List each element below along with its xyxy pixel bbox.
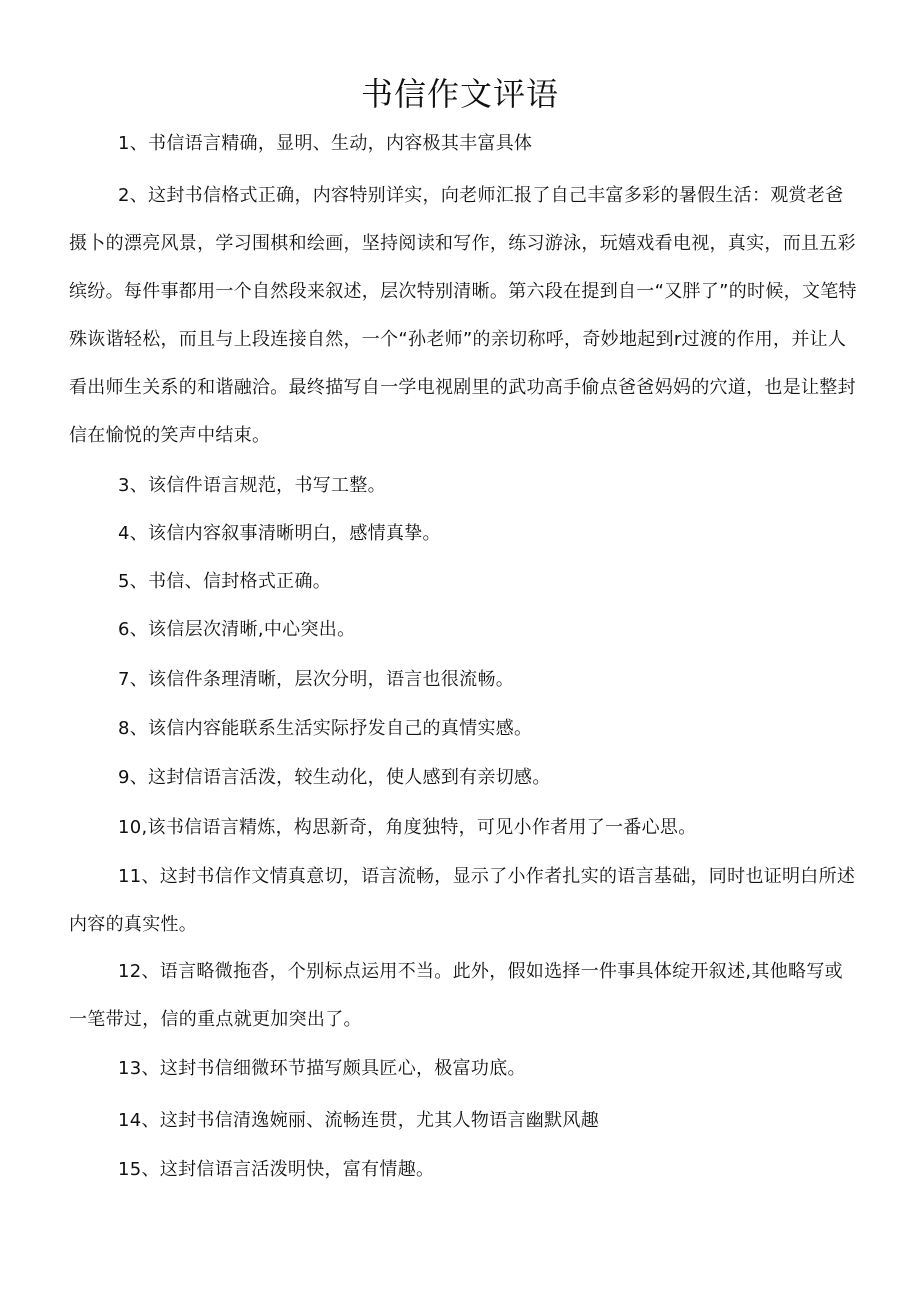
comment-paragraph-7: 7、该信件条理清晰，层次分明，语言也很流畅。 [118,669,515,690]
comment-paragraph-6: 6、该信层次清晰,中心突出。 [118,619,356,640]
comment-paragraph-8: 8、该信内容能联系生活实际抒发自己的真情实感。 [118,718,533,739]
page-title: 书信作文评语 [360,75,559,113]
comment-paragraph-14: 14、这封书信清逸婉丽、流畅连贯，尤其人物语言幽默风趣 [118,1110,600,1131]
comment-paragraph-1: 1、书信语言精确，显明、生动，内容极其丰富具体 [118,133,533,154]
comment-paragraph-4: 4、该信内容叙事清晰明白，感情真挚。 [118,523,441,544]
comment-paragraph-3: 3、该信件语言规范，书写工整。 [118,475,386,496]
comment-paragraph-9: 9、这封信语言活泼，较生动化，使人感到有亲切感。 [118,767,551,788]
comment-paragraph-12: 12、语言略微拖沓，个别标点运用不当。此外，假如选择一件事具体绽开叙述,其他略写或一笔带过，信的重点就更加突出了。 [69,961,843,1030]
comment-paragraph-11: 11、这封书信作文情真意切，语言流畅，显示了小作者扎实的语言基础，同时也证明白所述内容的真实性。 [69,866,856,935]
comment-paragraph-15: 15、这封信语言活泼明快，富有情趣。 [118,1159,435,1180]
comment-paragraph-5: 5、书信、信封格式正确。 [118,571,332,592]
comment-paragraph-2: 2、这封书信格式正确，内容特别详实，向老师汇报了自己丰富多彩的暑假生活：观赏老爸摄卜的漂亮风景，学习围棋和绘画，坚持阅读和写作，练习游泳，玩嬉戏看电视，真实，而且五彩缤纷。每件事都用一个自然段来叙述，层次特别清晰。第六段在提到自一“又胖了”的时候，文笔特殊诙谐轻松，而且与上段连接自然，一个“孙老师”的亲切称呼，奇妙地起到r过渡的作用，并让人看出师生关系的和谐融洽。最终描写自一学电视剧里的武功高手偷点爸爸妈妈的穴道，也是让整封信在愉悦的笑声中结束。 [69,185,857,446]
comment-paragraph-13: 13、这封书信细微环节描写颇具匠心，极富功底。 [118,1058,526,1079]
comment-paragraph-10: 10,该书信语言精炼，构思新奇，角度独特，可见小作者用了一番心思。 [118,817,697,838]
